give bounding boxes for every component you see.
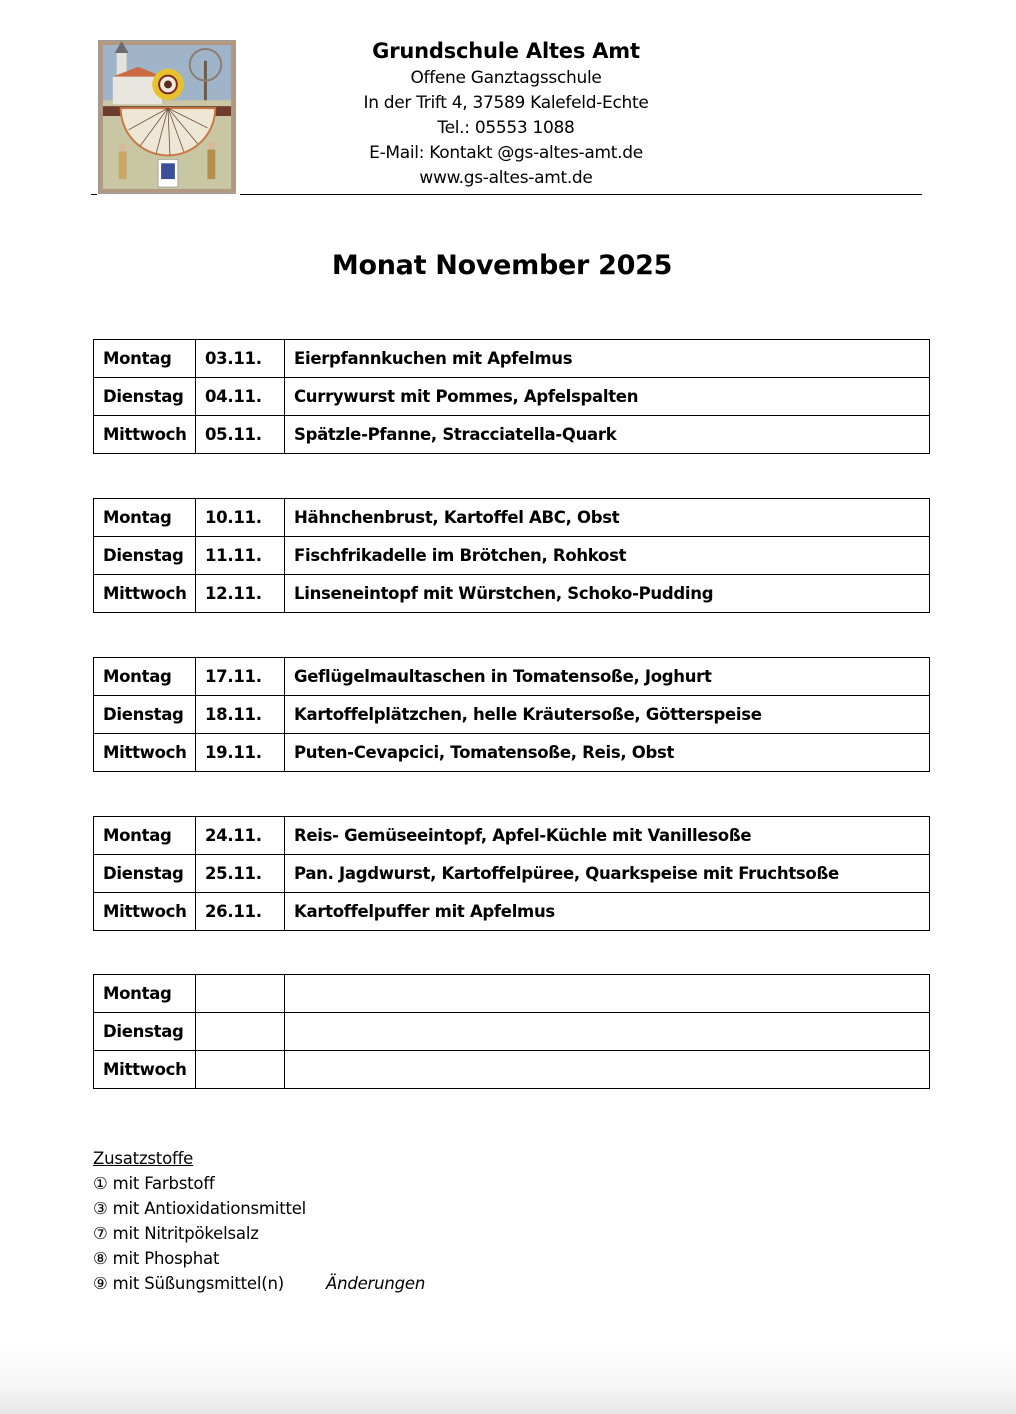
meal-cell: Fischfrikadelle im Brötchen, Rohkost — [285, 537, 930, 575]
table-row — [94, 734, 930, 772]
meal-cell — [285, 1051, 930, 1089]
meal-cell — [285, 1013, 930, 1051]
school-email: E-Mail: Kontakt @gs-altes-amt.de — [369, 143, 643, 163]
day-cell: Mittwoch — [94, 575, 196, 613]
school-name: Grundschule Altes Amt — [372, 39, 640, 63]
page-title: Monat November 2025 — [331, 250, 673, 281]
table-row — [94, 340, 930, 378]
meal-cell: Spätzle-Pfanne, Stracciatella-Quark — [285, 416, 930, 454]
date-cell — [196, 1051, 285, 1089]
day-cell: Montag — [94, 658, 196, 696]
table-row — [94, 1013, 930, 1051]
meal-cell: Reis- Gemüseeintopf, Apfel-Küchle mit Vanillesoße — [285, 817, 930, 855]
school-subtitle: Offene Ganztagsschule — [410, 68, 602, 88]
meal-cell: Eierpfannkuchen mit Apfelmus — [285, 340, 930, 378]
table-row — [94, 416, 930, 454]
table-row — [94, 499, 930, 537]
date-cell: 24.11. — [196, 817, 285, 855]
week-table-5 — [93, 974, 930, 1089]
meal-cell: Linseneintopf mit Würstchen, Schoko-Pudding — [285, 575, 930, 613]
date-cell: 10.11. — [196, 499, 285, 537]
school-phone: Tel.: 05553 1088 — [437, 118, 575, 138]
date-cell: 17.11. — [196, 658, 285, 696]
legend-item-row — [93, 1271, 425, 1296]
table-row — [94, 658, 930, 696]
day-cell: Mittwoch — [94, 893, 196, 931]
school-address: In der Trift 4, 37589 Kalefeld-Echte — [363, 93, 649, 113]
table-row — [94, 817, 930, 855]
date-cell: 12.11. — [196, 575, 285, 613]
table-row — [94, 378, 930, 416]
day-cell: Dienstag — [94, 855, 196, 893]
school-logo — [98, 40, 236, 194]
day-cell: Mittwoch — [94, 734, 196, 772]
day-cell: Dienstag — [94, 1013, 196, 1051]
table-row — [94, 893, 930, 931]
legend-item: ⑧ mit Phosphat — [93, 1249, 220, 1268]
date-cell: 11.11. — [196, 537, 285, 575]
day-cell: Montag — [94, 340, 196, 378]
meal-cell: Puten-Cevapcici, Tomatensoße, Reis, Obst — [285, 734, 930, 772]
day-cell: Montag — [94, 499, 196, 537]
legend-title: Zusatzstoffe — [93, 1149, 194, 1168]
table-row — [94, 575, 930, 613]
table-row — [94, 537, 930, 575]
page-bottom-shadow — [0, 1344, 1016, 1414]
table-row — [94, 975, 930, 1013]
sundial-painting-icon — [99, 41, 235, 193]
meal-cell: Hähnchenbrust, Kartoffel ABC, Obst — [285, 499, 930, 537]
date-cell: 05.11. — [196, 416, 285, 454]
day-cell: Montag — [94, 975, 196, 1013]
school-website: www.gs-altes-amt.de — [419, 168, 593, 188]
meal-cell: Pan. Jagdwurst, Kartoffelpüree, Quarkspeise mit Fruchtsoße — [285, 855, 930, 893]
meal-cell — [285, 975, 930, 1013]
date-cell: 26.11. — [196, 893, 285, 931]
table-row — [94, 855, 930, 893]
header-divider-left — [91, 194, 97, 195]
date-cell — [196, 975, 285, 1013]
day-cell: Dienstag — [94, 537, 196, 575]
date-cell: 18.11. — [196, 696, 285, 734]
table-row — [94, 696, 930, 734]
meal-cell: Kartoffelplätzchen, helle Kräutersoße, Götterspeise — [285, 696, 930, 734]
additives-legend — [93, 1146, 425, 1296]
date-cell: 04.11. — [196, 378, 285, 416]
meal-cell: Currywurst mit Pommes, Apfelspalten — [285, 378, 930, 416]
changes-note: Änderungen — [325, 1274, 426, 1293]
day-cell: Dienstag — [94, 696, 196, 734]
week-table-3 — [93, 657, 930, 772]
week-table-2 — [93, 498, 930, 613]
date-cell — [196, 1013, 285, 1051]
day-cell: Mittwoch — [94, 1051, 196, 1089]
date-cell: 03.11. — [196, 340, 285, 378]
day-cell: Mittwoch — [94, 416, 196, 454]
legend-item: ③ mit Antioxidationsmittel — [93, 1199, 307, 1218]
table-row — [94, 1051, 930, 1089]
header-divider — [240, 194, 922, 195]
meal-cell: Kartoffelpuffer mit Apfelmus — [285, 893, 930, 931]
legend-item: ⑦ mit Nitritpökelsalz — [93, 1224, 259, 1243]
week-table-1 — [93, 339, 930, 454]
date-cell: 19.11. — [196, 734, 285, 772]
meal-cell: Geflügelmaultaschen in Tomatensoße, Joghurt — [285, 658, 930, 696]
legend-item: ① mit Farbstoff — [93, 1174, 215, 1193]
school-header — [300, 36, 712, 191]
day-cell: Montag — [94, 817, 196, 855]
week-table-4 — [93, 816, 930, 931]
day-cell: Dienstag — [94, 378, 196, 416]
date-cell: 25.11. — [196, 855, 285, 893]
legend-item: ⑨ mit Süßungsmittel(n) — [93, 1274, 284, 1293]
